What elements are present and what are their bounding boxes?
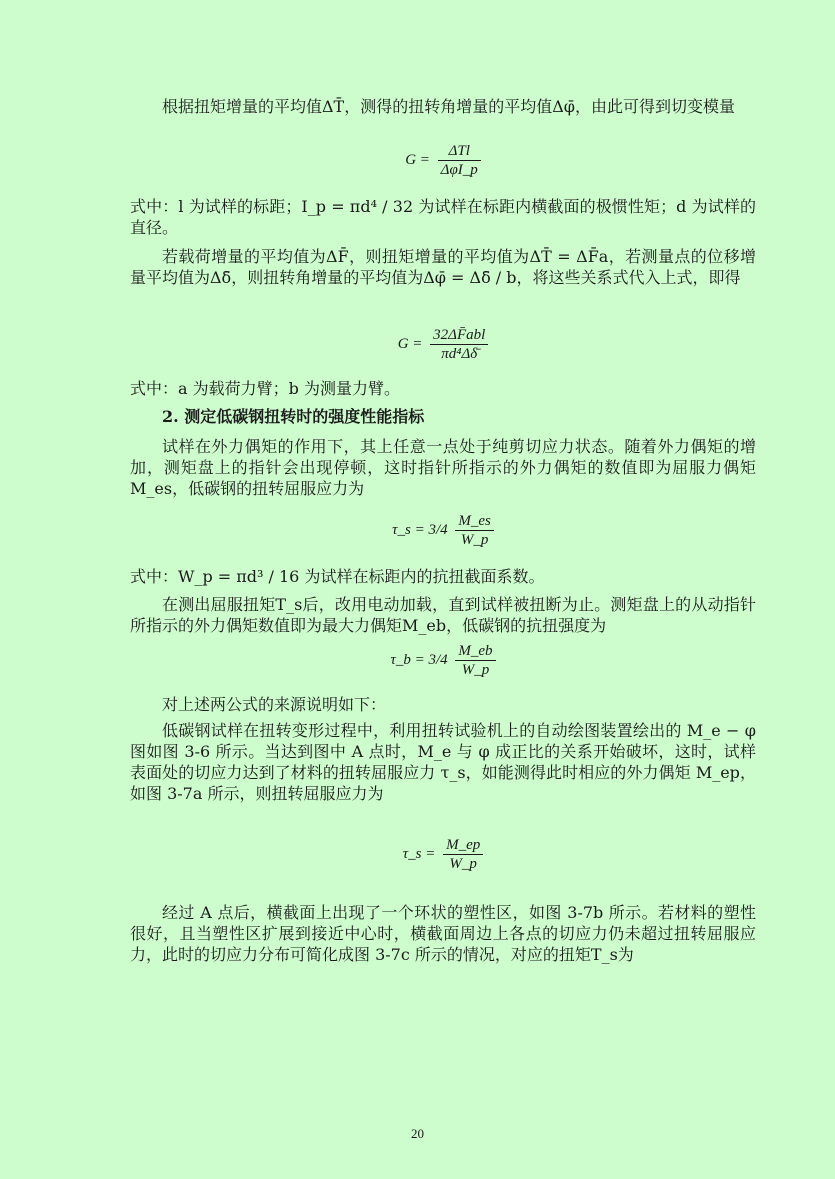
numerator: M_ep: [443, 836, 483, 855]
formula-torsional-strength: [130, 642, 756, 679]
denominator: W_p: [460, 532, 489, 548]
fraction: [455, 512, 494, 549]
fraction: [430, 326, 488, 363]
formula-lhs: G =: [397, 336, 423, 352]
paragraph-plastic-zone: 经过 A 点后，横截面上出现了一个环状的塑性区，如图 3-7b 所示。若材料的塑性很好，且当塑性区扩展到接近中心时，横截面周边上各点的切应力仍未超过扭转屈服应力，此时的切应力分布可简化成图 3-7c 所示的情况，对应的扭矩T_s为: [130, 903, 756, 964]
fraction: [438, 142, 481, 179]
paragraph-ultimate-torque: 在测出屈服扭矩T_s后，改用电动加载，直到试样被扭断为止。测矩盘上的从动指针所指示的外力偶矩数值即为最大力偶矩M_eb，低碳钢的抗扭强度为: [130, 595, 756, 635]
denominator: ΔφI_p: [440, 162, 478, 178]
numerator: 32ΔF̄abl: [430, 326, 488, 345]
paragraph-load-increment: 若载荷增量的平均值为ΔF̄，则扭矩增量的平均值为ΔT̄ = ΔF̄a，若测量点的位移增量平均值为Δδ̄，则扭转角增量的平均值为Δφ̄ = Δδ̄ / b，将这些关系式代入上式，即得: [130, 247, 756, 287]
page-number: 20: [411, 1126, 424, 1141]
formula-yield-stress-ep: [130, 836, 756, 873]
section-heading: 2. 测定低碳钢扭转时的强度性能指标: [162, 407, 425, 426]
paragraph-lever-arms: 式中：a 为载荷力臂；b 为测量力臂。: [130, 379, 400, 398]
fraction: [455, 642, 495, 679]
paragraph-section-modulus: 式中：W_p = πd³ / 16 为试样在标距内的抗扭截面系数。: [130, 567, 545, 586]
paragraph-shear-modulus-intro: 根据扭矩增量的平均值ΔT̄，测得的扭转角增量的平均值Δφ̄，由此可得到切变模量: [162, 97, 735, 116]
formula-lhs: τ_b = 3/4: [390, 652, 448, 668]
paragraph-yield-torque: 试样在外力偶矩的作用下，其上任意一点处于纯剪切应力状态。随着外力偶矩的增加，测矩盘上的指针会出现停顿，这时指针所指示的外力偶矩的数值即为屈服力偶矩 M_es，低碳钢的扭转屈服应力为: [130, 437, 756, 498]
numerator: M_eb: [455, 642, 495, 661]
formula-shear-modulus: [130, 142, 756, 179]
formula-lhs: τ_s =: [402, 846, 436, 862]
formula-lhs: G =: [405, 152, 430, 168]
numerator: ΔTl: [438, 142, 481, 161]
formula-yield-stress: [130, 512, 756, 549]
formula-shear-modulus-expanded: [130, 326, 756, 363]
formula-lhs: τ_s = 3/4: [392, 522, 448, 538]
denominator: πd⁴Δδ̄: [441, 346, 478, 362]
paragraph-torque-angle-diagram: 低碳钢试样在扭转变形过程中，利用扭转试验机上的自动绘图装置绘出的 M_e − φ 图如图 3-6 所示。当达到图中 A 点时，M_e 与 φ 成正比的关系开始破坏，这时，试样表面处的切应力达到了材料的扭转屈服应力 τ_s，如能测得此时相应的外力偶矩 M_ep，如图 3-7a 所示，则扭转屈服应力为: [130, 721, 756, 803]
denominator: W_p: [461, 662, 490, 678]
numerator: M_es: [455, 512, 494, 531]
paragraph-symbol-definitions: 式中：l 为试样的标距；I_p = πd⁴ / 32 为试样在标距内横截面的极惯性矩；d 为试样的直径。: [130, 197, 756, 237]
paragraph-formula-origin: 对上述两公式的来源说明如下：: [162, 695, 387, 714]
fraction: [443, 836, 483, 873]
denominator: W_p: [449, 856, 477, 872]
